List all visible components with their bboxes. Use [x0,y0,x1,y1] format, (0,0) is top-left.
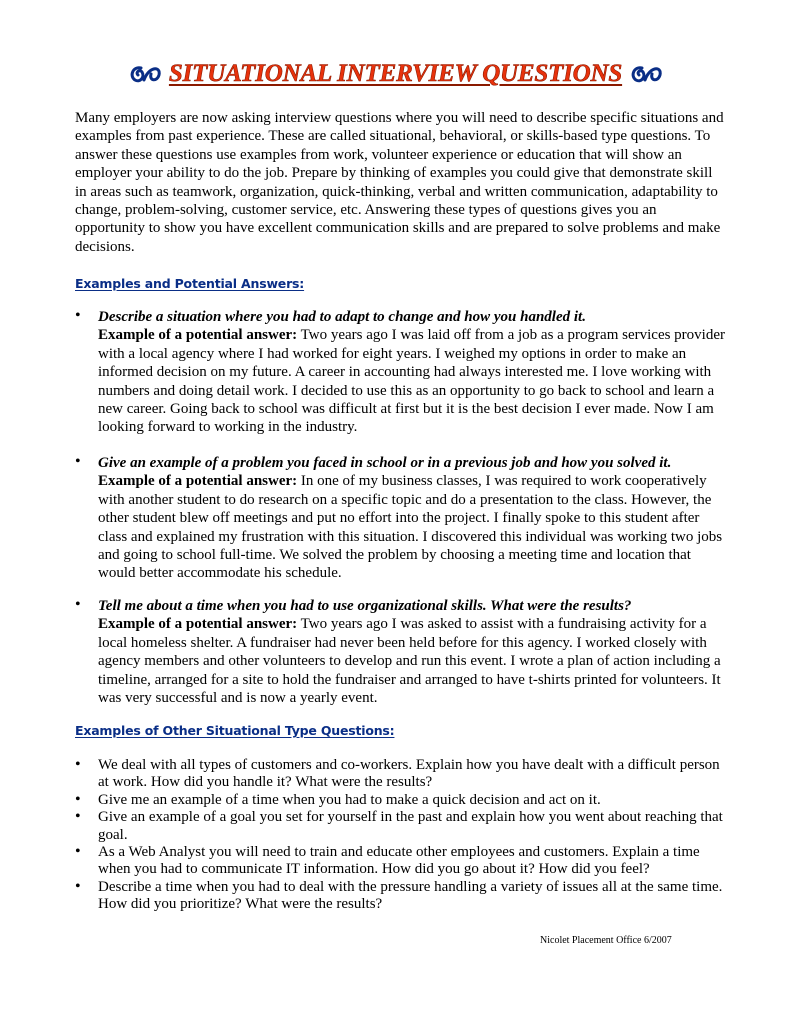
list-item [75,757,725,792]
bullet-icon: • [75,877,81,895]
bullet-icon: • [75,808,81,826]
decorative-swash-icon [127,62,163,86]
list-item [75,844,725,879]
other-questions-heading: Examples of Other Situational Type Questions: [75,723,395,738]
list-item [75,809,725,844]
other-question-text: Describe a time when you had to deal with the pressure handling a variety of issues all at the same time. How did you prioritize? What were the results? [98,878,723,913]
example-item [75,308,725,437]
other-question-text: Give me an example of a time when you had to make a quick decision and act on it. [98,791,601,808]
example-content [98,597,725,707]
other-question-text: As a Web Analyst you will need to train and educate other employees and customers. Explain a time when you had to communicate IT information. How did you go about it? How did you feel? [98,844,700,878]
list-item [75,879,725,914]
answer-text: In one of my business classes, I was required to work cooperatively with another student to do research on a specific topic and do a presentation to the class. However, the other student blew off meetings and put no effort into the project. I finally spoke to this student after class and explained my frustration with this situation. I discovered this individual was working two jobs and going to school full-time. We solved the problem by choosing a meeting time and location that would better accommodate his schedule. [98,473,723,582]
example-question: Describe a situation where you had to adapt to change and how you handled it. [98,309,586,325]
bullet-icon: • [75,843,81,861]
page-title: SITUATIONAL INTERVIEW QUESTIONS [168,60,623,87]
answer-label: Example of a potential answer: [98,616,298,633]
bullet-icon: • [75,307,81,324]
example-answer-block [98,326,725,436]
example-question: Give an example of a problem you faced in school or in a previous job and how you solved it. [98,455,672,471]
list-item [75,792,725,809]
example-answer-block [98,472,725,582]
bullet-icon: • [75,790,81,808]
answer-label: Example of a potential answer: [98,473,298,490]
bullet-icon: • [75,596,81,613]
footer-note: Nicolet Placement Office 6/2007 [540,935,672,946]
example-content [98,308,725,437]
bullet-icon: • [75,756,81,773]
examples-heading: Examples and Potential Answers: [75,276,305,291]
answer-text: Two years ago I was laid off from a job as a program services provider with a local agency where I had worked for eight years. I weighed my options in order to make an informed decision on my future. A career in accounting had always interested me. I love working with numbers and doing detail work. I decided to use this as an opportunity to go back to school and learn a new career. Going back to school was difficult at first but it is the best decision I ever made. Now I am looking forward to working in the industry. [98,327,726,436]
example-answer-block [98,615,725,707]
other-questions-list [75,757,725,914]
example-item [75,454,725,583]
example-item [75,597,725,707]
bullet-icon: • [75,453,81,470]
example-question: Tell me about a time when you had to use organizational skills. What were the results? [98,598,632,614]
other-question-text: Give an example of a goal you set for yourself in the past and explain how you went about reaching that goal. [98,809,723,843]
title-row [0,60,791,89]
decorative-swash-icon [628,62,664,86]
other-question-text: We deal with all types of customers and co-workers. Explain how you have dealt with a difficult person at work. How did you handle it? What were the results? [98,757,720,791]
answer-text: Two years ago I was asked to assist with a fundraising activity for a local homeless shelter. A fundraiser had never been held before for this agency. I worked closely with agency members and other volunteers to develop and run this event. I wrote a plan of action including a timeline, arranged for a site to hold the fundraiser and arranged to have t-shirts printed for volunteers. It was very successful and is now a yearly event. [98,616,721,707]
answer-label: Example of a potential answer: [98,327,298,344]
intro-text: Many employers are now asking interview questions where you will need to describe specific situations and examples from past experience. These are called situational, behavioral, or skills-based type questions. To answer these questions use examples from work, volunteer experience or education that will show an employer your ability to do the job. Prepare by thinking of examples you could give that demonstrate skill in areas such as teamwork, organization, quick-thinking, verbal and written communication, adaptability to change, problem-solving, customer service, etc. Answering these types of questions gives you an opportunity to show you have excellent communication skills and are prepared to solve problems and make decisions. [75,110,724,255]
intro-paragraph [75,109,725,256]
example-content [98,454,725,583]
